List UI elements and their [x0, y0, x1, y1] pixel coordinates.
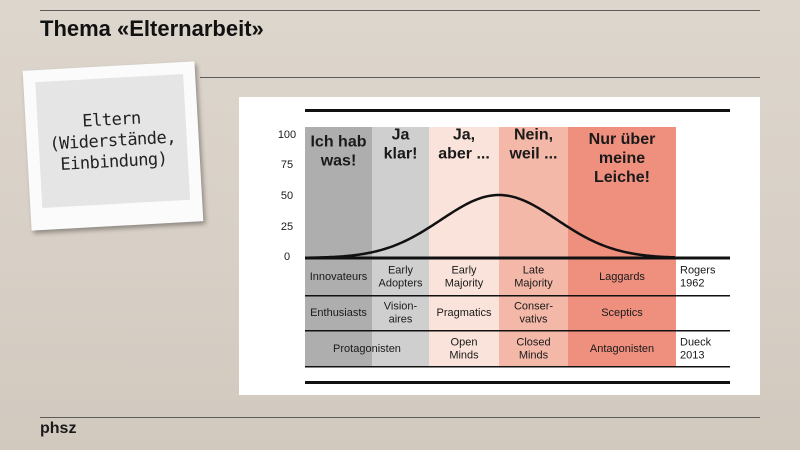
- segment-heading: Ich hab was!: [310, 133, 367, 170]
- segment-heading: Ja klar!: [383, 126, 418, 163]
- polaroid-photo: [35, 74, 190, 208]
- adoption-diagram: [239, 97, 760, 395]
- header-rule: [200, 77, 760, 78]
- table-cell: Innovateurs: [309, 270, 368, 283]
- segment-heading: Nein, weil ...: [509, 126, 558, 163]
- adoption-diagram-svg: [239, 97, 760, 395]
- table-cell: Conser-vativs: [513, 300, 554, 326]
- table-row-separator: [305, 366, 730, 368]
- table-cell: Laggards: [599, 270, 645, 283]
- table-cell: Enthusiasts: [310, 306, 367, 319]
- segment-heading: Nur über meine Leiche!: [588, 131, 656, 187]
- table-cell: Antagonisten: [589, 342, 655, 355]
- y-tick-label: 0: [283, 250, 291, 263]
- source-label: Rogers 1962: [680, 264, 716, 290]
- footer-rule: [40, 417, 760, 418]
- phsz-logo: phsz: [40, 420, 77, 437]
- table-cell: Sceptics: [601, 306, 643, 319]
- y-tick-label: 50: [280, 189, 294, 202]
- diagram-bottom-rule: [305, 381, 730, 384]
- table-row-separator: [305, 330, 730, 332]
- top-rule: [40, 10, 760, 11]
- table-cell: Closed Minds: [516, 336, 551, 362]
- y-tick-label: 100: [277, 128, 297, 141]
- table-cell: Protagonisten: [333, 342, 401, 355]
- table-row-separator: [305, 295, 730, 297]
- table-cell: Pragmatics: [436, 306, 492, 319]
- table-cell: Late Majority: [514, 264, 553, 290]
- y-tick-label: 25: [280, 220, 294, 233]
- slide-title: Thema «Elternarbeit»: [40, 16, 264, 41]
- source-label: Dueck 2013: [680, 336, 712, 362]
- segment-heading: Ja, aber ...: [438, 126, 490, 163]
- polaroid-note: [23, 61, 204, 230]
- table-cell: Vision-aires: [383, 300, 418, 326]
- table-cell: Early Majority: [444, 264, 484, 290]
- diagram-top-rule: [305, 109, 730, 112]
- y-tick-label: 75: [280, 158, 294, 171]
- polaroid-text: Eltern (Widerstände, Einbindung): [48, 107, 177, 175]
- table-cell: Open Minds: [449, 336, 479, 362]
- table-cell: Early Adopters: [378, 264, 423, 290]
